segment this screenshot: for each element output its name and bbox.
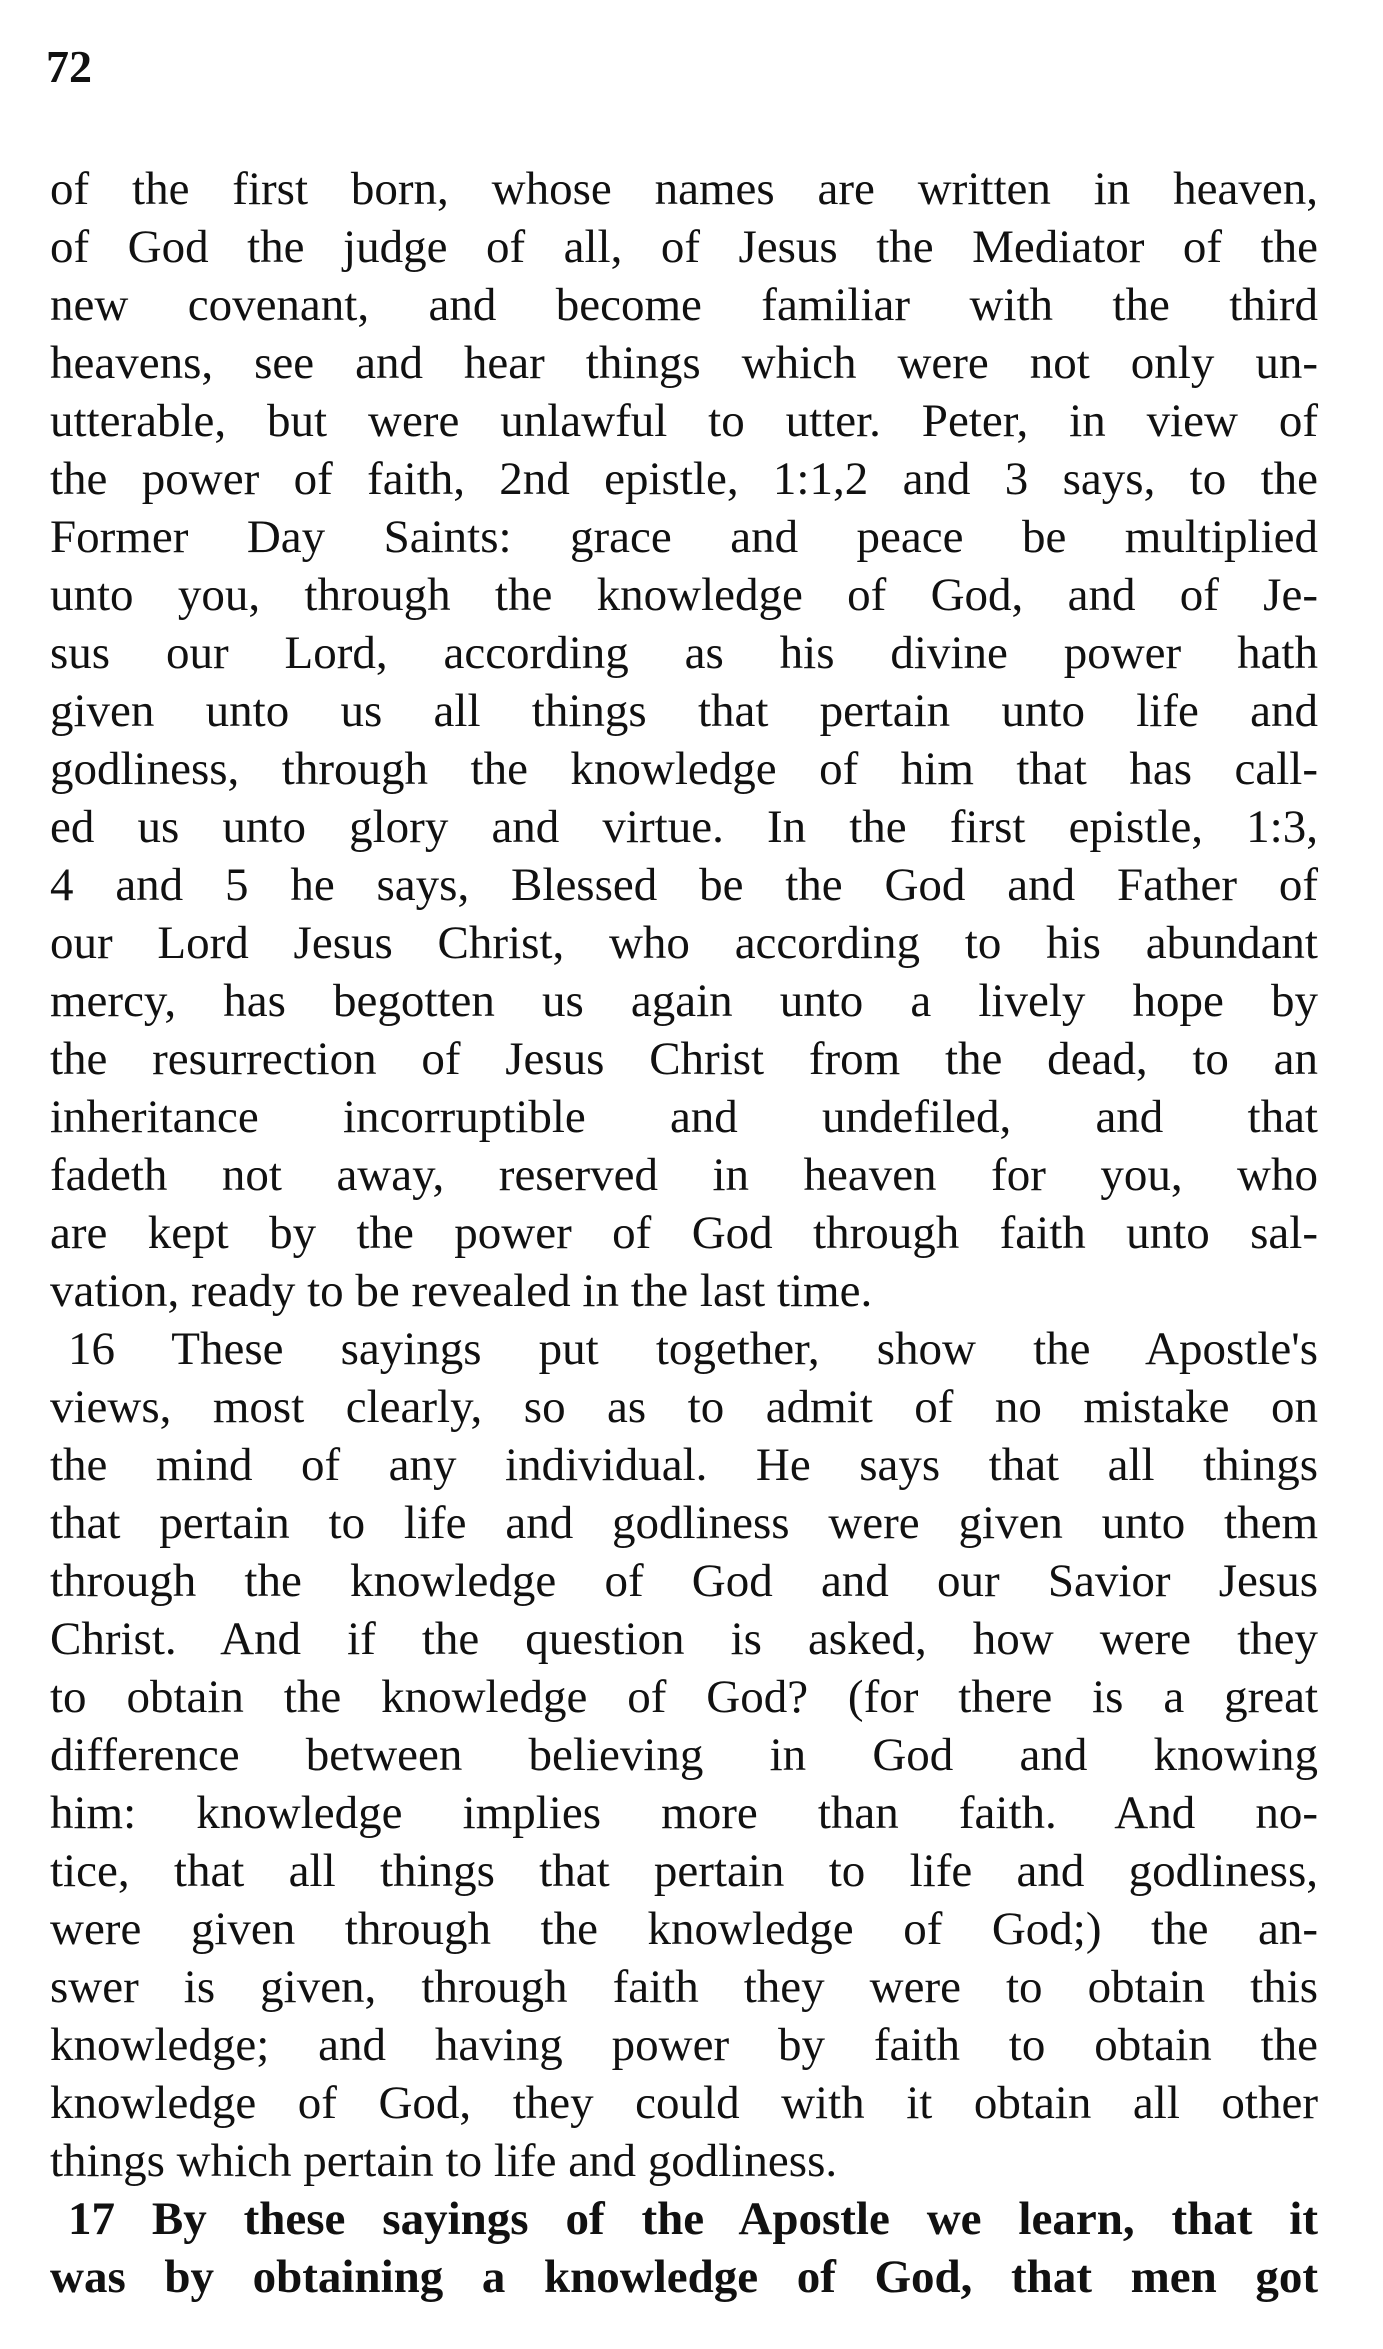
paragraph-17-start: 17 By these sayings of the Apostle we learn, that it bbox=[68, 2193, 1318, 2245]
text-line: were given through the knowledge of God;) the an- bbox=[50, 1903, 1318, 1955]
text-line: given unto us all things that pertain unto life and bbox=[50, 685, 1318, 737]
text-line: are kept by the power of God through faith unto sal- bbox=[50, 1207, 1318, 1259]
text-line: tice, that all things that pertain to life and godliness, bbox=[50, 1845, 1318, 1897]
text-line: inheritance incorruptible and undefiled, and that bbox=[50, 1091, 1318, 1143]
text-line: the resurrection of Jesus Christ from the dead, to an bbox=[50, 1033, 1318, 1085]
text-line: ed us unto glory and virtue. In the first epistle, 1:3, bbox=[50, 801, 1318, 853]
text-line: sus our Lord, according as his divine power hath bbox=[50, 627, 1318, 679]
text-line: difference between believing in God and knowing bbox=[50, 1729, 1318, 1781]
text-line: was by obtaining a knowledge of God, that men got bbox=[50, 2251, 1318, 2303]
text-line: unto you, through the knowledge of God, and of Je- bbox=[50, 569, 1318, 621]
text-line: utterable, but were unlawful to utter. Peter, in view of bbox=[50, 395, 1318, 447]
body-text bbox=[50, 160, 1318, 2306]
text-line: new covenant, and become familiar with the third bbox=[50, 279, 1318, 331]
text-line: that pertain to life and godliness were given unto them bbox=[50, 1497, 1318, 1549]
text-line: views, most clearly, so as to admit of no mistake on bbox=[50, 1381, 1318, 1433]
text-line: godliness, through the knowledge of him that has call- bbox=[50, 743, 1318, 795]
paragraph-16-start: 16 These sayings put together, show the Apostle's bbox=[68, 1323, 1318, 1375]
text-line: Christ. And if the question is asked, how were they bbox=[50, 1613, 1318, 1665]
text-line: knowledge; and having power by faith to obtain the bbox=[50, 2019, 1318, 2071]
text-line: him: knowledge implies more than faith. And no- bbox=[50, 1787, 1318, 1839]
text-line: vation, ready to be revealed in the last time. bbox=[50, 1265, 873, 1317]
text-line: fadeth not away, reserved in heaven for you, who bbox=[50, 1149, 1318, 1201]
text-line: mercy, has begotten us again unto a lively hope by bbox=[50, 975, 1318, 1027]
text-line: to obtain the knowledge of God? (for there is a great bbox=[50, 1671, 1318, 1723]
text-line: heavens, see and hear things which were not only un- bbox=[50, 337, 1318, 389]
page-number: 72 bbox=[46, 41, 92, 92]
text-line: our Lord Jesus Christ, who according to his abundant bbox=[50, 917, 1318, 969]
text-line: things which pertain to life and godliness. bbox=[50, 2135, 838, 2187]
text-line: knowledge of God, they could with it obtain all other bbox=[50, 2077, 1318, 2129]
text-line: of God the judge of all, of Jesus the Mediator of the bbox=[50, 221, 1318, 273]
text-line: 4 and 5 he says, Blessed be the God and Father of bbox=[50, 859, 1318, 911]
text-line: of the first born, whose names are written in heaven, bbox=[50, 163, 1318, 215]
text-line: through the knowledge of God and our Savior Jesus bbox=[50, 1555, 1318, 1607]
text-line: swer is given, through faith they were to obtain this bbox=[50, 1961, 1318, 2013]
text-line: the power of faith, 2nd epistle, 1:1,2 and 3 says, to the bbox=[50, 453, 1318, 505]
text-line: Former Day Saints: grace and peace be multiplied bbox=[50, 511, 1318, 563]
text-line: the mind of any individual. He says that all things bbox=[50, 1439, 1318, 1491]
